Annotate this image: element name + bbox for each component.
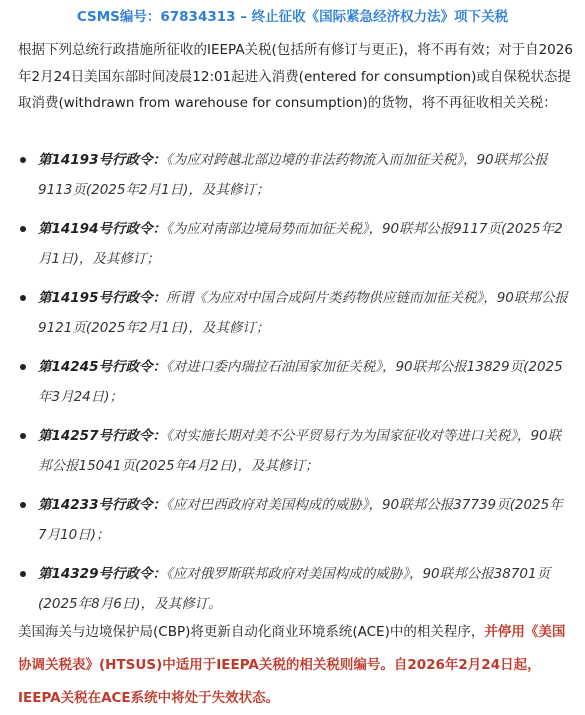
page-title: CSMS编号：67834313 – 终止征收《国际紧急经济权力法》项下关税 [76, 9, 509, 25]
bullet-icon [20, 157, 26, 163]
order-description: 所谓《为应对中国合成阿片类药物供应链而加征关税》，90联邦公报9121页(2025年2月1日)，及其修订； [38, 290, 568, 336]
bullet-icon [20, 571, 26, 577]
order-description: 《应对巴西政府对美国构成的威胁》，90联邦公报37739页(2025年7月10日)； [38, 497, 563, 543]
bullet-icon [20, 295, 26, 301]
bullet-icon [20, 226, 26, 232]
order-label: 第14245号行政令： [38, 359, 166, 375]
order-description: 《应对俄罗斯联邦政府对美国构成的威胁》，90联邦公报38701页(2025年8月6日)，及其修订。 [38, 566, 551, 612]
order-description: 《对进口委内瑞拉石油国家加征关税》，90联邦公报13829页(2025年3月24日)； [38, 359, 563, 405]
list-item [0, 145, 585, 205]
list-item [0, 214, 585, 274]
footer-plain-text: 美国海关与边境保护局(CBP)将更新自动化商业环境系统(ACE)中的相关程序， [18, 624, 485, 640]
intro-paragraph: 根据下列总统行政措施所征收的IEEPA关税(包括所有修订与更正)，将不再有效；对于自2026年2月24日美国东部时间凌晨12:01起进入消费(entered for consumption)或自保税状态提取消费(withdrawn from warehouse for consumption)的货物，将不再征收相关关税： [18, 42, 573, 111]
order-label: 第14233号行政令： [38, 497, 166, 513]
order-label: 第14329号行政令： [38, 566, 166, 582]
bullet-icon [20, 433, 26, 439]
list-item [0, 559, 585, 619]
footer-highlight-text: 并停用《美国协调关税表》(HTSUS)中适用于IEEPA关税的相关税则编号。 [18, 624, 566, 673]
list-item [0, 421, 585, 481]
bullet-icon [20, 502, 26, 508]
order-label: 第14194号行政令： [38, 221, 166, 237]
order-label: 第14193号行政令： [38, 152, 166, 168]
list-item [0, 352, 585, 412]
order-description: 《对实施长期对美不公平贸易行为为国家征收对等进口关税》，90联邦公报15041页(2025年4月2日)，及其修订； [38, 428, 562, 474]
list-item [0, 490, 585, 550]
list-item [0, 283, 585, 343]
order-label: 第14257号行政令： [38, 428, 166, 444]
executive-order-list [0, 145, 585, 628]
footer-paragraph [18, 616, 578, 715]
order-description: 《为应对南部边境局势而加征关税》，90联邦公报9117页(2025年2月1日)，及其修订； [38, 221, 563, 267]
order-label: 第14195号行政令： [38, 290, 166, 306]
bullet-icon [20, 364, 26, 370]
footer-bold-text: 自2026年2月24日起，IEEPA关税在ACE系统中将处于失效状态。 [18, 657, 541, 706]
order-description: 《为应对跨越北部边境的非法药物流入而加征关税》，90联邦公报9113页(2025年2月1日)，及其修订； [38, 152, 548, 198]
